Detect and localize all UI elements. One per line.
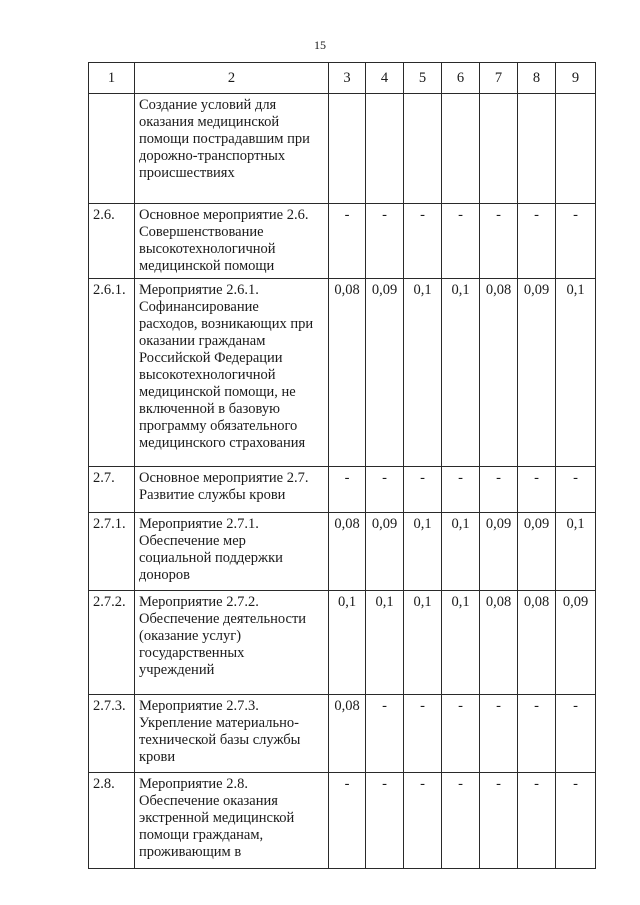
value-cell bbox=[480, 94, 518, 204]
row-number: 2.6.1. bbox=[89, 279, 135, 467]
row-description bbox=[135, 695, 329, 773]
row-number: 2.7. bbox=[89, 467, 135, 513]
value-cell: - bbox=[404, 695, 442, 773]
value-cell: - bbox=[518, 695, 556, 773]
description-line: помощи пострадавшим при bbox=[139, 131, 310, 147]
value-cell bbox=[442, 94, 480, 204]
row-description bbox=[135, 591, 329, 695]
value-cell: 0,1 bbox=[366, 591, 404, 695]
value-cell: - bbox=[442, 467, 480, 513]
description-line: учреждений bbox=[139, 662, 215, 678]
header-cell: 6 bbox=[442, 63, 480, 94]
description-line: технической базы службы bbox=[139, 732, 301, 748]
table-row bbox=[89, 591, 596, 695]
value-cell: 0,1 bbox=[329, 591, 366, 695]
description-line: расходов, возникающих при bbox=[139, 316, 314, 332]
value-cell: - bbox=[442, 695, 480, 773]
value-cell: - bbox=[518, 773, 556, 869]
value-cell: - bbox=[556, 695, 596, 773]
value-cell: 0,1 bbox=[556, 513, 596, 591]
table-row bbox=[89, 695, 596, 773]
description-line: высокотехнологичной bbox=[139, 241, 276, 257]
table-row bbox=[89, 279, 596, 467]
value-cell: - bbox=[480, 204, 518, 279]
description-line: доноров bbox=[139, 567, 190, 583]
table-row bbox=[89, 513, 596, 591]
description-line: Софинансирование bbox=[139, 299, 259, 315]
value-cell: 0,09 bbox=[366, 279, 404, 467]
value-cell: - bbox=[329, 204, 366, 279]
description-line: Основное мероприятие 2.6. bbox=[139, 207, 309, 223]
value-cell: - bbox=[329, 467, 366, 513]
row-description bbox=[135, 279, 329, 467]
value-cell bbox=[556, 94, 596, 204]
table-row bbox=[89, 467, 596, 513]
value-cell: - bbox=[366, 467, 404, 513]
description-line: Укрепление материально- bbox=[139, 715, 299, 731]
page-number: 15 bbox=[314, 38, 326, 52]
description-line: (оказание услуг) bbox=[139, 628, 242, 644]
description-line: Мероприятие 2.7.1. bbox=[139, 516, 259, 532]
value-cell: 0,08 bbox=[480, 591, 518, 695]
description-line: Российской Федерации bbox=[139, 350, 283, 366]
value-cell: - bbox=[480, 695, 518, 773]
description-line: Мероприятие 2.7.3. bbox=[139, 698, 259, 714]
value-cell: - bbox=[518, 467, 556, 513]
description-line: Создание условий для bbox=[139, 97, 277, 113]
table-row bbox=[89, 204, 596, 279]
row-description bbox=[135, 773, 329, 869]
value-cell: - bbox=[556, 467, 596, 513]
description-line: Обеспечение оказания bbox=[139, 793, 278, 809]
value-cell: - bbox=[366, 695, 404, 773]
description-line: Мероприятие 2.6.1. bbox=[139, 282, 259, 298]
value-cell: - bbox=[404, 204, 442, 279]
header-cell: 2 bbox=[135, 63, 329, 94]
value-cell bbox=[329, 94, 366, 204]
value-cell: 0,1 bbox=[442, 279, 480, 467]
value-cell: - bbox=[329, 773, 366, 869]
header-cell: 4 bbox=[366, 63, 404, 94]
description-line: медицинской помощи bbox=[139, 258, 275, 274]
value-cell: 0,08 bbox=[329, 279, 366, 467]
description-line: Обеспечение деятельности bbox=[139, 611, 307, 627]
value-cell: 0,1 bbox=[442, 591, 480, 695]
description-line: проживающим в bbox=[139, 844, 242, 860]
row-number: 2.8. bbox=[89, 773, 135, 869]
header-cell: 9 bbox=[556, 63, 596, 94]
table-row bbox=[89, 773, 596, 869]
value-cell bbox=[518, 94, 556, 204]
header-row bbox=[89, 63, 596, 94]
row-number: 2.6. bbox=[89, 204, 135, 279]
value-cell: 0,08 bbox=[480, 279, 518, 467]
value-cell: 0,09 bbox=[480, 513, 518, 591]
row-number: 2.7.3. bbox=[89, 695, 135, 773]
value-cell: - bbox=[442, 204, 480, 279]
description-line: крови bbox=[139, 749, 176, 765]
value-cell: 0,1 bbox=[404, 591, 442, 695]
description-line: экстренной медицинской bbox=[139, 810, 295, 826]
value-cell: - bbox=[404, 467, 442, 513]
value-cell: 0,08 bbox=[329, 695, 366, 773]
header-cell: 7 bbox=[480, 63, 518, 94]
description-line: помощи гражданам, bbox=[139, 827, 264, 843]
description-line: оказании гражданам bbox=[139, 333, 266, 349]
description-line: медицинского страхования bbox=[139, 435, 306, 451]
description-line: Обеспечение мер bbox=[139, 533, 246, 549]
description-line: высокотехнологичной bbox=[139, 367, 276, 383]
value-cell: - bbox=[366, 773, 404, 869]
description-line: программу обязательного bbox=[139, 418, 298, 434]
description-line: происшествиях bbox=[139, 165, 235, 181]
value-cell: - bbox=[480, 467, 518, 513]
value-cell: 0,1 bbox=[404, 513, 442, 591]
activities-table bbox=[88, 62, 596, 869]
value-cell bbox=[404, 94, 442, 204]
value-cell: 0,09 bbox=[518, 513, 556, 591]
value-cell: 0,1 bbox=[442, 513, 480, 591]
description-line: социальной поддержки bbox=[139, 550, 283, 566]
header-cell: 3 bbox=[329, 63, 366, 94]
row-number: 2.7.2. bbox=[89, 591, 135, 695]
row-number: 2.7.1. bbox=[89, 513, 135, 591]
row-number bbox=[89, 94, 135, 204]
value-cell: 0,08 bbox=[518, 591, 556, 695]
value-cell: - bbox=[480, 773, 518, 869]
value-cell: 0,08 bbox=[329, 513, 366, 591]
description-line: оказания медицинской bbox=[139, 114, 280, 130]
value-cell: - bbox=[518, 204, 556, 279]
value-cell: - bbox=[556, 773, 596, 869]
description-line: медицинской помощи, не bbox=[139, 384, 296, 400]
row-description bbox=[135, 204, 329, 279]
value-cell: 0,09 bbox=[366, 513, 404, 591]
value-cell: 0,09 bbox=[518, 279, 556, 467]
description-line: Мероприятие 2.8. bbox=[139, 776, 248, 792]
table-row bbox=[89, 94, 596, 204]
description-line: государственных bbox=[139, 645, 245, 661]
row-description bbox=[135, 94, 329, 204]
description-line: Мероприятие 2.7.2. bbox=[139, 594, 259, 610]
description-line: включенной в базовую bbox=[139, 401, 280, 417]
header-cell: 1 bbox=[89, 63, 135, 94]
description-line: Основное мероприятие 2.7. bbox=[139, 470, 309, 486]
row-description bbox=[135, 467, 329, 513]
description-line: Совершенствование bbox=[139, 224, 264, 240]
value-cell: 0,1 bbox=[556, 279, 596, 467]
value-cell: - bbox=[442, 773, 480, 869]
value-cell: 0,1 bbox=[404, 279, 442, 467]
description-line: Развитие службы крови bbox=[139, 487, 286, 503]
value-cell bbox=[366, 94, 404, 204]
row-description bbox=[135, 513, 329, 591]
value-cell: - bbox=[404, 773, 442, 869]
value-cell: 0,09 bbox=[556, 591, 596, 695]
header-cell: 5 bbox=[404, 63, 442, 94]
header-cell: 8 bbox=[518, 63, 556, 94]
value-cell: - bbox=[556, 204, 596, 279]
description-line: дорожно-транспортных bbox=[139, 148, 286, 164]
value-cell: - bbox=[366, 204, 404, 279]
